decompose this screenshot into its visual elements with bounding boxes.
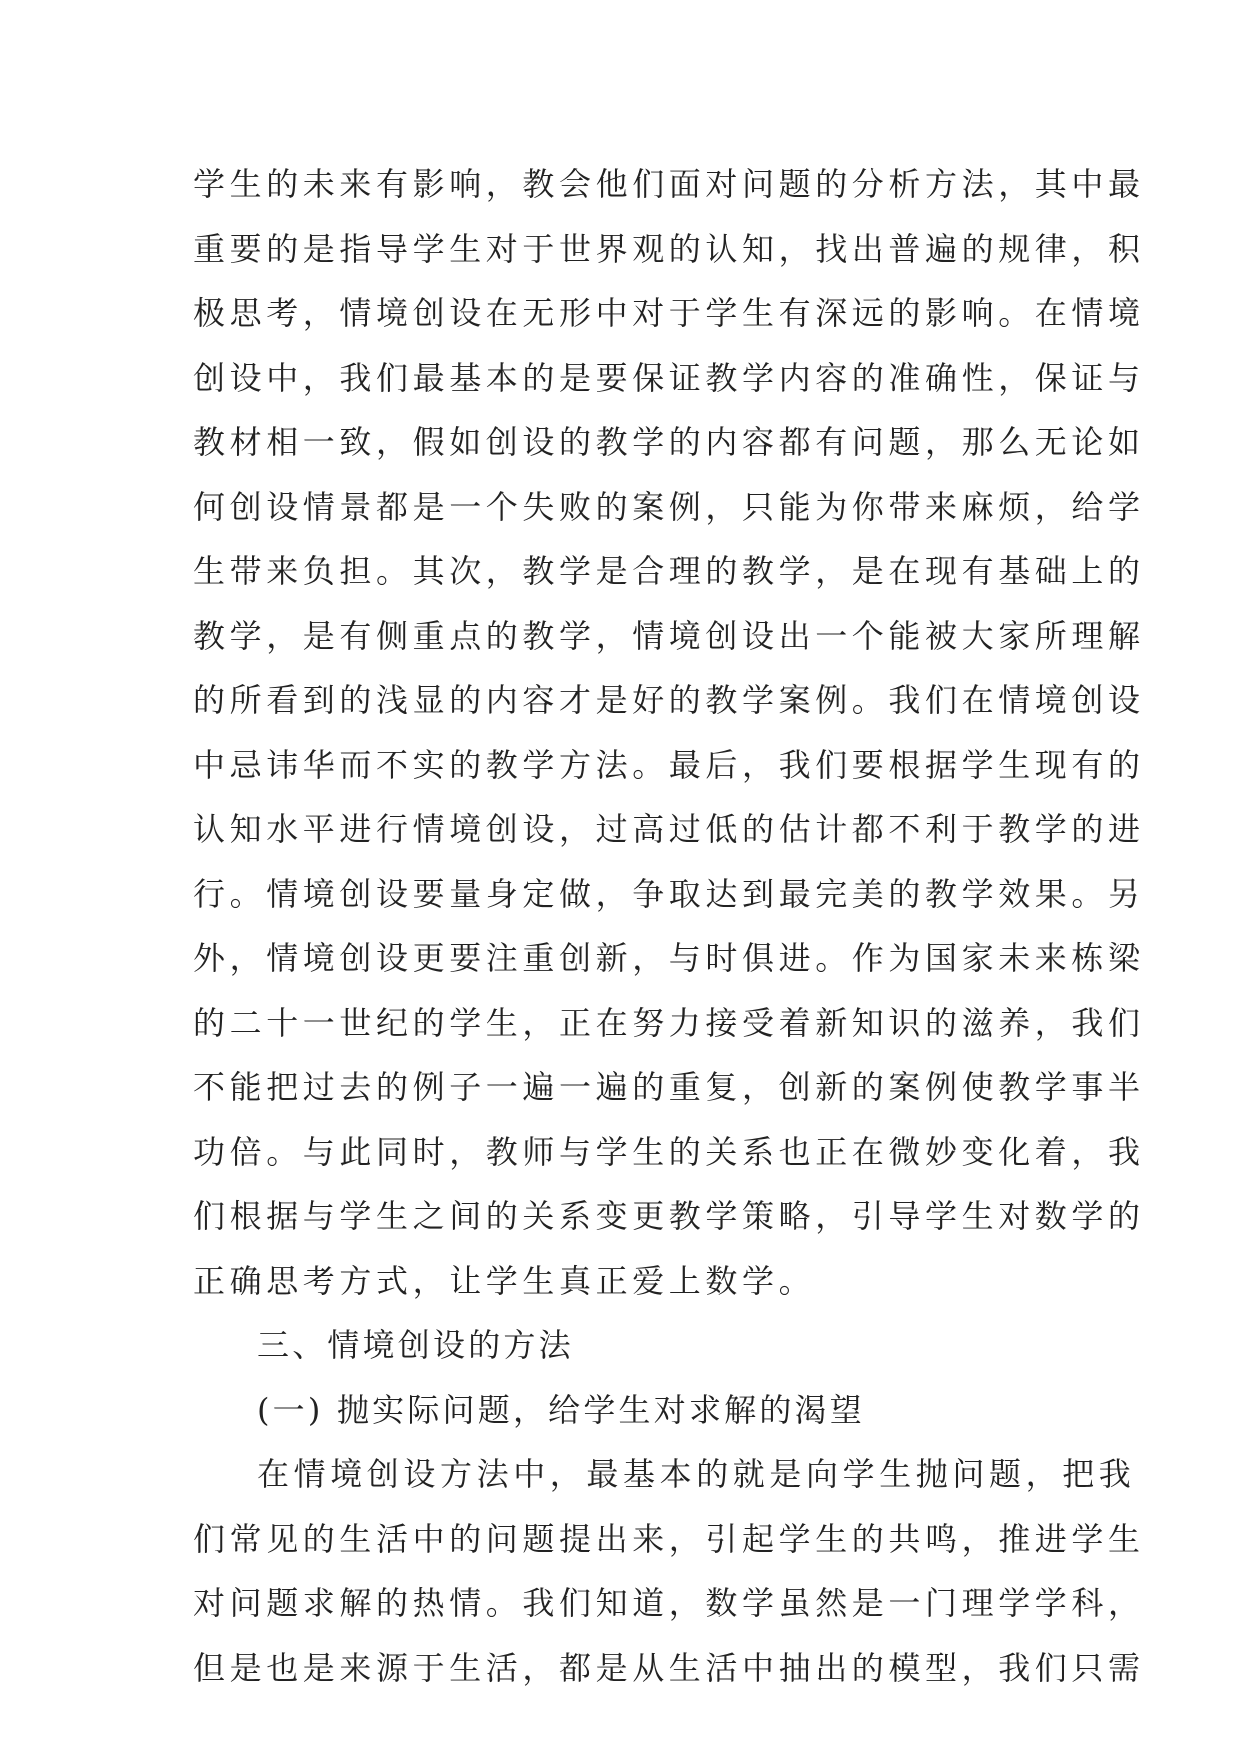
paragraph-line: 外，情境创设更要注重创新，与时俱进。作为国家未来栋梁 xyxy=(193,939,1145,977)
subsection-heading: (一) 抛实际问题，给学生对求解的渴望 xyxy=(257,1390,865,1429)
paragraph-line: 的所看到的浅显的内容才是好的教学案例。我们在情境创设 xyxy=(193,681,1145,719)
paragraph-line: 极思考，情境创设在无形中对于学生有深远的影响。在情境 xyxy=(193,294,1145,332)
paragraph-line: 对问题求解的热情。我们知道，数学虽然是一门理学学科， xyxy=(193,1584,1145,1622)
paragraph-line: 生带来负担。其次，教学是合理的教学，是在现有基础上的 xyxy=(193,552,1145,590)
paragraph-line: 们常见的生活中的问题提出来，引起学生的共鸣，推进学生 xyxy=(193,1519,1145,1558)
paragraph-line: 正确思考方式，让学生真正爱上数学。 xyxy=(193,1261,816,1300)
paragraph-line: 不能把过去的例子一遍一遍的重复，创新的案例使教学事半 xyxy=(193,1068,1145,1106)
paragraph-line: 功倍。与此同时，教师与学生的关系也正在微妙变化着，我 xyxy=(193,1132,1145,1171)
paragraph-line: 教学，是有侧重点的教学，情境创设出一个能被大家所理解 xyxy=(193,616,1145,655)
paragraph-line: 何创设情景都是一个失败的案例，只能为你带来麻烦，给学 xyxy=(193,487,1145,526)
section-heading: 三、情境创设的方法 xyxy=(257,1326,574,1364)
paragraph-line: 重要的是指导学生对于世界观的认知，找出普遍的规律，积 xyxy=(193,229,1145,268)
paragraph-line: 但是也是来源于生活，都是从生活中抽出的模型，我们只需 xyxy=(193,1648,1145,1687)
paragraph-line: 中忌讳华而不实的教学方法。最后，我们要根据学生现有的 xyxy=(193,745,1145,784)
paragraph-line: 们根据与学生之间的关系变更教学策略，引导学生对数学的 xyxy=(193,1197,1145,1235)
paragraph-line: 学生的未来有影响，教会他们面对问题的分析方法，其中最 xyxy=(193,165,1145,203)
document-body xyxy=(193,152,1145,1700)
paragraph-line: 创设中，我们最基本的是要保证教学内容的准确性，保证与 xyxy=(193,358,1145,397)
paragraph-line: 行。情境创设要量身定做，争取达到最完美的教学效果。另 xyxy=(193,874,1145,913)
paragraph-line: 在情境创设方法中，最基本的就是向学生抛问题，把我 xyxy=(257,1455,1136,1493)
paragraph-line: 教材相一致，假如创设的教学的内容都有问题，那么无论如 xyxy=(193,423,1145,461)
paragraph-line: 的二十一世纪的学生，正在努力接受着新知识的滋养，我们 xyxy=(193,1003,1145,1042)
paragraph-line: 认知水平进行情境创设，过高过低的估计都不利于教学的进 xyxy=(193,810,1145,848)
